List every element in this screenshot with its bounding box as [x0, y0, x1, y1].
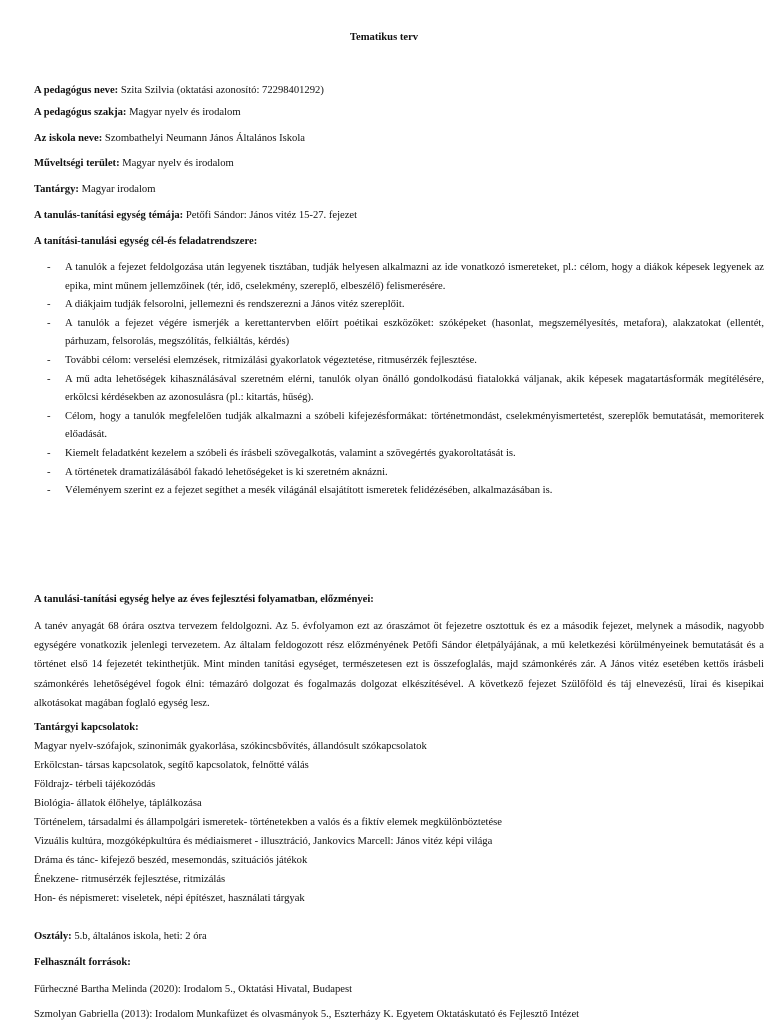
- connections-heading: Tantárgyi kapcsolatok:: [34, 722, 139, 733]
- connection-item: Történelem, társadalmi és állampolgári ismeretek- történetekben a valós és a fiktív elemek megkülönböztetése: [34, 817, 503, 828]
- list-item: - A tanulók a fejezet feldolgozása után legyenek tisztában, tudják helyesen alkalmazni az ide vonatkozó ismereteket, pl.: célom, hogy a diákok képesek legyenek az epika, mint műnem jellemzőinek (tér, idő, cselekmény, szereplő, elbeszélő) felismerésére.: [47, 262, 764, 292]
- teacher-major-row: [34, 107, 241, 118]
- connection-item: Erkölcstan- társas kapcsolatok, segítő kapcsolatok, felnőtté válás: [34, 760, 309, 771]
- class-row: [34, 931, 207, 942]
- connection-item: Hon- és népismeret: viseletek, népi építészet, használati tárgyak: [34, 893, 305, 904]
- connection-item: Magyar nyelv-szófajok, szinonimák gyakorlása, szókincsbővítés, állandósult szókapcsolatok: [34, 741, 427, 752]
- goals-list: [34, 259, 764, 501]
- subject-value: Magyar irodalom: [81, 184, 156, 195]
- topic-label: A tanulás-tanítási egység témája:: [34, 210, 184, 221]
- connection-item: Vizuális kultúra, mozgóképkultúra és médiaismeret - illusztráció, Jankovics Marcell: János vitéz képi világa: [34, 836, 493, 847]
- subject-row: [34, 184, 155, 195]
- list-item: - A tanulók a fejezet végére ismerjék a kerettantervben előírt poétikai eszközöket: szóképeket (hasonlat, megszemélyesítés, metafora), alakzatokat (ellentét, párhuzam, felsorolás, megszólítás, felkiáltás, kérdés): [47, 317, 764, 348]
- list-item: - Célom, hogy a tanulók megfelelően tudják alkalmazni a szóbeli kifejezésformákat: történetmondást, cselekményismertetést, szereplők bemutatását, memoriterek előadását.: [47, 410, 764, 441]
- domain-label: Műveltségi terület:: [34, 158, 120, 169]
- subject-label: Tantárgy:: [34, 184, 79, 195]
- teacher-name-label: A pedagógus neve:: [34, 85, 119, 96]
- connection-item: Énekzene- ritmusérzék fejlesztése, ritmizálás: [34, 874, 226, 885]
- school-row: [34, 133, 305, 144]
- teacher-name-value: Szita Szilvia (oktatási azonosító: 72298401292): [120, 85, 324, 96]
- list-item: - További célom: verselési elemzések, ritmizálási gyakorlatok végeztetése, ritmusérzék fejlesztése.: [47, 354, 477, 366]
- list-item: - A diákjaim tudják felsorolni, jellemezni és rendszerezni a János vitéz szereplőit.: [47, 299, 405, 311]
- topic-value: Petőfi Sándor: János vitéz 15-27. fejezet: [185, 210, 358, 221]
- list-item: - A történetek dramatizálásából fakadó lehetőségeket is ki szeretném aknázni.: [47, 466, 388, 478]
- connection-item: Dráma és tánc- kifejező beszéd, mesemondás, szituációs játékok: [34, 855, 308, 866]
- list-item: - Kiemelt feladatként kezelem a szóbeli és írásbeli szövegalkotás, valamint a szövegértés gyakoroltatását is.: [47, 447, 516, 459]
- school-label: Az iskola neve:: [34, 133, 103, 144]
- teacher-major-value: Magyar nyelv és irodalom: [129, 107, 241, 118]
- source-item: Fűrheczné Bartha Melinda (2020): Irodalom 5., Oktatási Hivatal, Budapest: [34, 984, 353, 995]
- page-title: Tematikus terv: [349, 32, 419, 43]
- domain-row: [34, 158, 234, 169]
- connection-item: Biológia- állatok élőhelye, táplálkozása: [34, 798, 202, 809]
- sources-heading: Felhasznált források:: [34, 957, 131, 968]
- teacher-name-row: [34, 85, 324, 96]
- school-value: Szombathelyi Neumann János Általános Iskola: [104, 133, 305, 144]
- connection-item: Földrajz- térbeli tájékozódás: [34, 779, 156, 790]
- topic-row: [34, 210, 357, 221]
- class-value: 5.b, általános iskola, heti: 2 óra: [74, 931, 207, 942]
- place-paragraph: A tanév anyagát 68 órára osztva tervezem feldolgozni. Az 5. évfolyamon ezt az óraszámot öt fejezetre osztottuk és ez a második fejezet, melynek a második, nagyobb egységére vonatkozik jelenlegi tervezetem. Az általam feldogozott rész előzményének Petőfi Sándor életpályájának, a mű keletkezési körülményeinek bemutatását és a történet első 14 fejezetét tekinthetjük. Mint minden tanítási egységet, természetesen ezt is összefoglalás, majd számonkérés zár. A János vitéz esetében kettős írásbeli számonkérés lehetőségével fogok élni: témazáró dolgozat és fogalmazás dolgozat elkészítésével. A következő fejezet Szülőföld és táj elnevezésű, lírai és kisepikai alkotásokat magában foglaló egység lesz.: [34, 621, 764, 709]
- teacher-major-label: A pedagógus szakja:: [34, 107, 127, 118]
- class-label: Osztály:: [34, 931, 72, 942]
- place-heading: A tanulási-tanítási egység helye az éves fejlesztési folyamatban, előzményei:: [34, 594, 374, 605]
- goals-heading: A tanítási-tanulási egység cél-és feladatrendszere:: [34, 236, 258, 247]
- domain-value: Magyar nyelv és irodalom: [122, 158, 234, 169]
- list-item: - Véleményem szerint ez a fejezet segíthet a mesék világánál elsajátított ismeretek felidézésében, alkalmazásában is.: [47, 485, 553, 497]
- list-item: - A mű adta lehetőségek kihasználásával szeretném elérni, tanulók olyan önálló gondolkodású fiatalokká váljanak, akik képesek magatartásformák megítélésére, erkölcsi kérdésekben az azonosulásra (pl.: kitartás, hűség).: [47, 373, 764, 404]
- source-item: Szmolyan Gabriella (2013): Irodalom Munkafüzet és olvasmányok 5., Eszterházy K. Egyetem Oktatáskutató és Fejlesztő Intézet: [34, 1009, 580, 1020]
